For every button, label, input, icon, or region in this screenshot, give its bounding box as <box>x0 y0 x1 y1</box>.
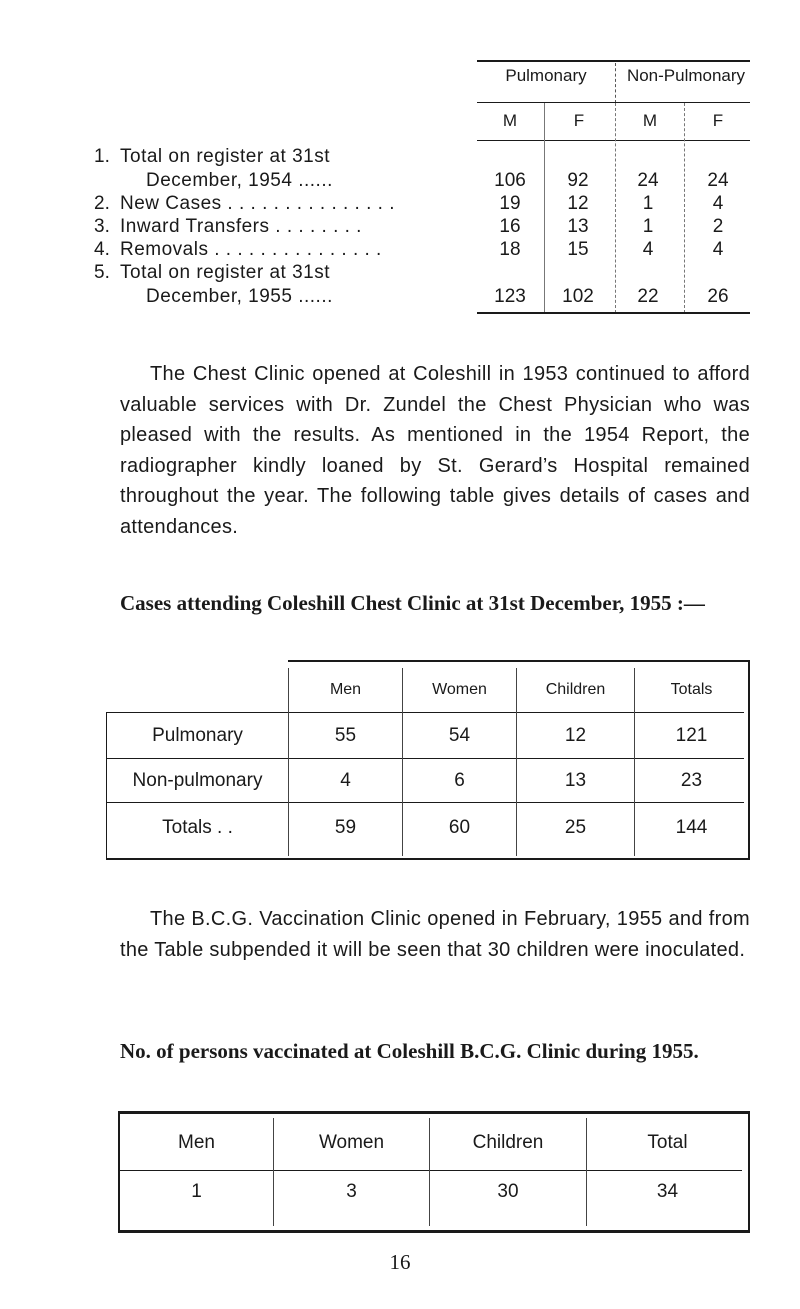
cell: 16 <box>499 216 521 237</box>
cell: 55 <box>334 724 357 746</box>
cell: 2 <box>712 216 724 237</box>
column-header-men: Men <box>178 1132 215 1153</box>
cell: 144 <box>675 817 708 838</box>
paragraph-chest-clinic: The Chest Clinic opened at Coleshill in 1953 continued to afford valuable services with Dr. Zundel the Chest Physician who was pleased with the results. As mentioned in the 1954 Report, the radiographer kindly loaned by St. Gerard’s Hospital remained throughout the year. The following table gives details of cases and attendances. <box>120 363 750 538</box>
row-label-non-pulmonary: Non-pulmonary <box>132 769 263 791</box>
row-number: 3. <box>94 216 110 237</box>
cell: 4 <box>642 239 654 260</box>
cell: 12 <box>567 193 589 214</box>
row-number: 1. <box>94 146 110 167</box>
cell: 4 <box>712 193 724 214</box>
row-label: Total on register at 31st <box>120 146 330 167</box>
column-header-totals: Totals <box>670 681 713 698</box>
subheader-nonpulmonary-f: F <box>712 111 724 130</box>
row-number: 4. <box>94 239 110 260</box>
cell: 3 <box>346 1181 357 1202</box>
cell: 24 <box>637 170 659 191</box>
row-label: December, 1955 ...... <box>146 286 333 307</box>
row-number: 2. <box>94 193 110 214</box>
subheader-nonpulmonary-m: M <box>642 111 658 130</box>
cell: 34 <box>656 1181 679 1202</box>
cell: 24 <box>707 170 729 191</box>
cell: 123 <box>494 286 526 307</box>
cell: 25 <box>564 817 587 838</box>
column-header-children: Children <box>545 681 606 698</box>
cell: 19 <box>499 193 521 214</box>
cell: 22 <box>637 286 659 307</box>
paragraph-bcg-clinic: The B.C.G. Vaccination Clinic opened in February, 1955 and from the Table subpended it will be seen that 30 children were inoculated. <box>120 908 750 961</box>
subheader-pulmonary-f: F <box>573 111 585 130</box>
row-label: Inward Transfers . . . . . . . . <box>120 216 362 237</box>
table-rule <box>118 1111 750 1114</box>
row-number: 5. <box>94 262 110 283</box>
table-rule <box>118 1230 750 1233</box>
header-non-pulmonary: Non-Pulmonary <box>626 66 746 85</box>
cell: 4 <box>340 769 351 791</box>
table-rule <box>748 1111 750 1233</box>
row-label: December, 1954 ...... <box>146 170 333 191</box>
header-pulmonary: Pulmonary <box>505 66 587 85</box>
cell: 106 <box>494 170 526 191</box>
row-label-pulmonary: Pulmonary <box>152 724 243 746</box>
cell: 23 <box>680 769 703 791</box>
row-label: New Cases . . . . . . . . . . . . . . . <box>120 193 396 214</box>
cell: 1 <box>191 1181 202 1202</box>
cell: 12 <box>564 724 587 746</box>
cell: 26 <box>707 286 729 307</box>
cell: 18 <box>499 239 521 260</box>
row-label-totals: Totals . . <box>162 817 233 838</box>
table-rule <box>118 1170 742 1171</box>
cell: 92 <box>567 170 589 191</box>
cell: 13 <box>567 216 589 237</box>
heading-bcg-vaccinated: No. of persons vaccinated at Coleshill B.C.G. Clinic during 1955. <box>120 1039 699 1063</box>
column-header-children: Children <box>472 1132 544 1153</box>
column-header-women: Women <box>318 1132 385 1153</box>
cell: 60 <box>448 817 471 838</box>
cell: 30 <box>497 1181 519 1202</box>
column-header-women: Women <box>432 681 487 698</box>
cell: 121 <box>675 724 708 746</box>
cell: 13 <box>564 769 587 791</box>
cell: 1 <box>642 193 654 214</box>
column-header-total: Total <box>647 1132 688 1153</box>
cell: 6 <box>454 769 465 791</box>
cell: 4 <box>712 239 724 260</box>
row-label: Removals . . . . . . . . . . . . . . . <box>120 239 382 260</box>
heading-cases-attending: Cases attending Coleshill Chest Clinic at 31st December, 1955 :— <box>120 591 705 615</box>
cell: 59 <box>334 817 357 838</box>
subheader-pulmonary-m: M <box>502 111 518 130</box>
page-number: 16 <box>389 1250 411 1274</box>
cell: 1 <box>642 216 654 237</box>
cell: 15 <box>567 239 589 260</box>
cell: 54 <box>448 724 471 746</box>
row-label: Total on register at 31st <box>120 262 330 283</box>
column-header-men: Men <box>329 681 362 698</box>
cell: 102 <box>562 286 594 307</box>
